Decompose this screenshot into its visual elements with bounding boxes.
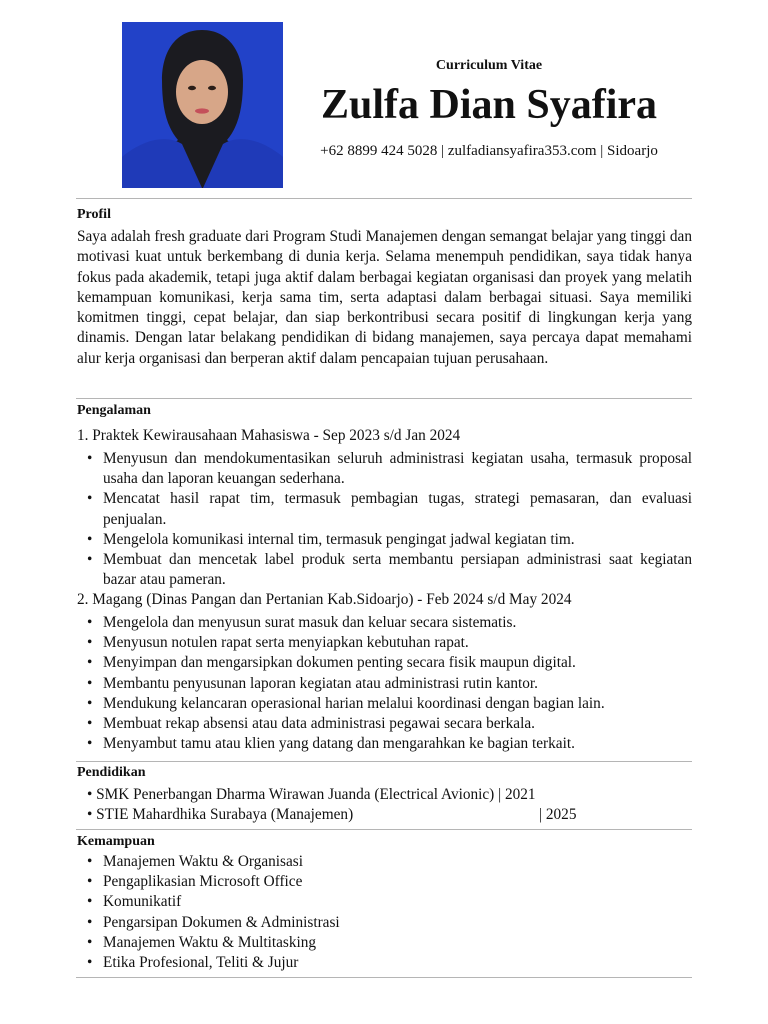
list-item: • Menyusun notulen rapat serta menyiapkan kebutuhan rapat. [87, 634, 469, 652]
skills-list [77, 852, 692, 973]
person-photo-icon [122, 22, 283, 188]
job-heading: 1. Praktek Kewirausahaan Mahasiswa - Sep 2023 s/d Jan 2024 [77, 427, 461, 444]
list-item: • Manajemen Waktu & Multitasking [87, 933, 317, 951]
section-title-profile: Profil [77, 207, 111, 222]
list-item: • Mencatat hasil rapat tim, termasuk pembagian tugas, strategi pemasaran, dan evaluasi penjualan. [87, 490, 692, 528]
list-item: • Menyimpan dan mengarsipkan dokumen penting secara fisik maupun digital. [87, 654, 576, 672]
list-item: • Menyusun dan mendokumentasikan seluruh administrasi kegiatan usaha, termasuk proposal usaha dan laporan keuangan sederhana. [87, 450, 692, 488]
section-title-skills: Kemampuan [77, 834, 155, 849]
list-item: • Komunikatif [87, 893, 182, 911]
divider [76, 829, 692, 830]
divider [76, 198, 692, 199]
list-item: • Etika Profesional, Teliti & Jujur [87, 954, 299, 972]
education-list [87, 785, 577, 826]
list-item: • Membuat rekap absensi atau data administrasi pegawai secara berkala. [87, 715, 535, 733]
list-item: • Menyambut tamu atau klien yang datang dan mengarahkan ke bagian terkait. [87, 735, 575, 753]
header [300, 58, 678, 160]
divider [76, 398, 692, 399]
section-title-experience: Pengalaman [77, 403, 151, 418]
list-item: • Pengaplikasian Microsoft Office [87, 873, 303, 891]
job-heading: 2. Magang (Dinas Pangan dan Pertanian Kab.Sidoarjo) - Feb 2024 s/d May 2024 [77, 591, 572, 608]
contact-line: +62 8899 424 5028 | zulfadiansyafira353.com | Sidoarjo [320, 143, 658, 159]
profile-text: Saya adalah fresh graduate dari Program Studi Manajemen dengan semangat belajar yang tinggi dan motivasi kuat untuk berkembang di dunia kerja. Selama menempuh pendidikan, saya tidak hanya fokus pada akademik, tetapi juga aktif dalam berbagai kegiatan organisasi dan proyek yang melatih kemampuan komunikasi, kerja sama tim, serta adaptasi dalam berbagai situasi. Saya memiliki komitmen tinggi, cepat belajar, dan siap berkontribusi secara positif di lingkungan kerja yang dinamis. Dengan latar belakang pendidikan di bidang manajemen, saya percaya dapat memahami alur kerja organisasi dan berperan aktif dalam pencapaian tujuan perusahaan. [77, 228, 692, 367]
list-item: • Mengelola komunikasi internal tim, termasuk pengingat jadwal kegiatan tim. [87, 530, 575, 548]
list-item: • Mendukung kelancaran operasional harian melalui koordinasi dengan bagian lain. [87, 694, 605, 712]
profile-photo [122, 22, 283, 188]
cv-label: Curriculum Vitae [435, 58, 543, 73]
list-item: • Pengarsipan Dokumen & Administrasi [87, 913, 340, 931]
list-item: • SMK Penerbangan Dharma Wirawan Juanda (Electrical Avionic) | 2021 [87, 786, 536, 803]
list-item: • STIE Mahardhika Surabaya (Manajemen) | 2025 [87, 806, 577, 824]
list-item: • Mengelola dan menyusun surat masuk dan keluar secara sistematis. [87, 614, 517, 631]
list-item: • Membuat dan mencetak label produk serta membantu persiapan administrasi saat kegiatan bazar atau pameran. [87, 551, 692, 589]
applicant-name: Zulfa Dian Syafira [320, 82, 658, 128]
job-duties-list [77, 449, 692, 590]
job-duties-list [77, 613, 692, 754]
list-item: • Membantu penyusunan laporan kegiatan atau administrasi rutin kantor. [87, 674, 538, 692]
list-item: • Manajemen Waktu & Organisasi [87, 853, 303, 870]
divider [76, 977, 692, 978]
divider [76, 761, 692, 762]
section-title-education: Pendidikan [77, 765, 146, 780]
